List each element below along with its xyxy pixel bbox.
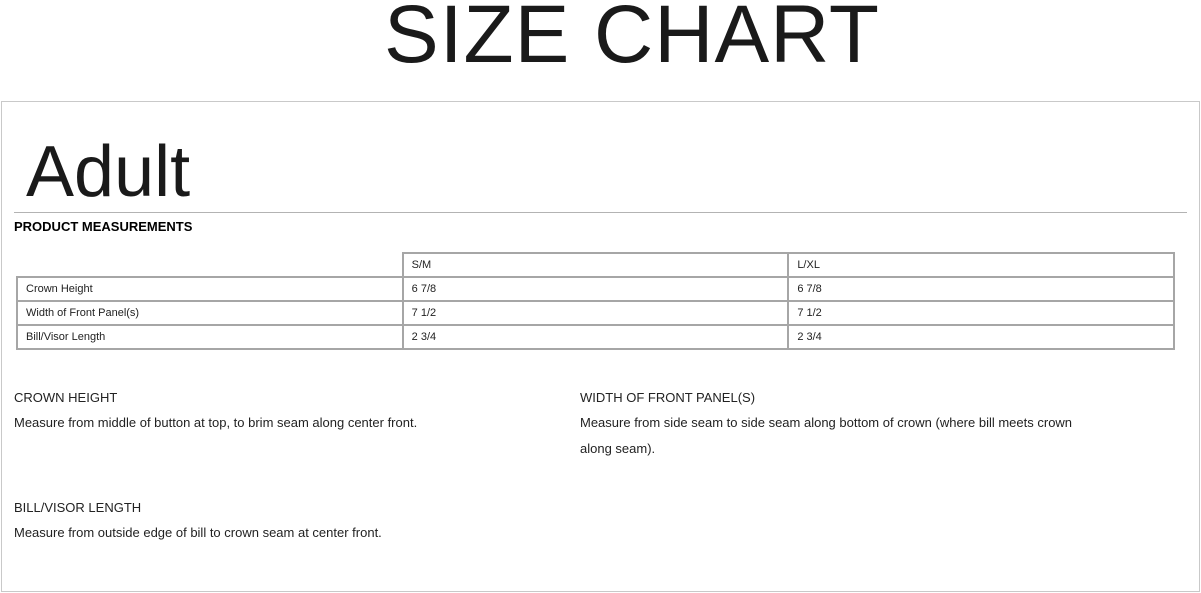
front-panel-description: Measure from side seam to side seam along bottom of crown (where bill meets crown along seam). bbox=[580, 415, 1073, 456]
table-corner-cell bbox=[17, 253, 403, 277]
crown-height-description: Measure from middle of button at top, to brim seam along center front. bbox=[14, 415, 418, 430]
table-cell: 6 7/8 bbox=[403, 277, 789, 301]
crown-height-title: CROWN HEIGHT bbox=[14, 390, 118, 405]
table-header-cell: S/M bbox=[403, 253, 789, 277]
table-cell: 7 1/2 bbox=[403, 301, 789, 325]
table-cell: 2 3/4 bbox=[788, 325, 1174, 349]
table-cell: 6 7/8 bbox=[788, 277, 1174, 301]
page-title: SIZE CHART bbox=[384, 0, 880, 80]
table-row bbox=[17, 301, 1174, 325]
section-divider bbox=[14, 212, 1187, 213]
bill-length-title: BILL/VISOR LENGTH bbox=[14, 500, 142, 515]
product-measurements-heading: PRODUCT MEASUREMENTS bbox=[14, 219, 193, 234]
bill-length-description: Measure from outside edge of bill to crown seam at center front. bbox=[14, 525, 382, 540]
row-label: Crown Height bbox=[17, 277, 403, 301]
table-cell: 7 1/2 bbox=[788, 301, 1174, 325]
section-title-adult: Adult bbox=[26, 132, 191, 212]
table-header-row bbox=[17, 253, 1174, 277]
table-row bbox=[17, 325, 1174, 349]
front-panel-title: WIDTH OF FRONT PANEL(S) bbox=[580, 390, 756, 405]
size-table bbox=[16, 252, 1175, 350]
row-label: Bill/Visor Length bbox=[17, 325, 403, 349]
table-header-cell: L/XL bbox=[788, 253, 1174, 277]
row-label: Width of Front Panel(s) bbox=[17, 301, 403, 325]
table-row bbox=[17, 277, 1174, 301]
table-cell: 2 3/4 bbox=[403, 325, 789, 349]
